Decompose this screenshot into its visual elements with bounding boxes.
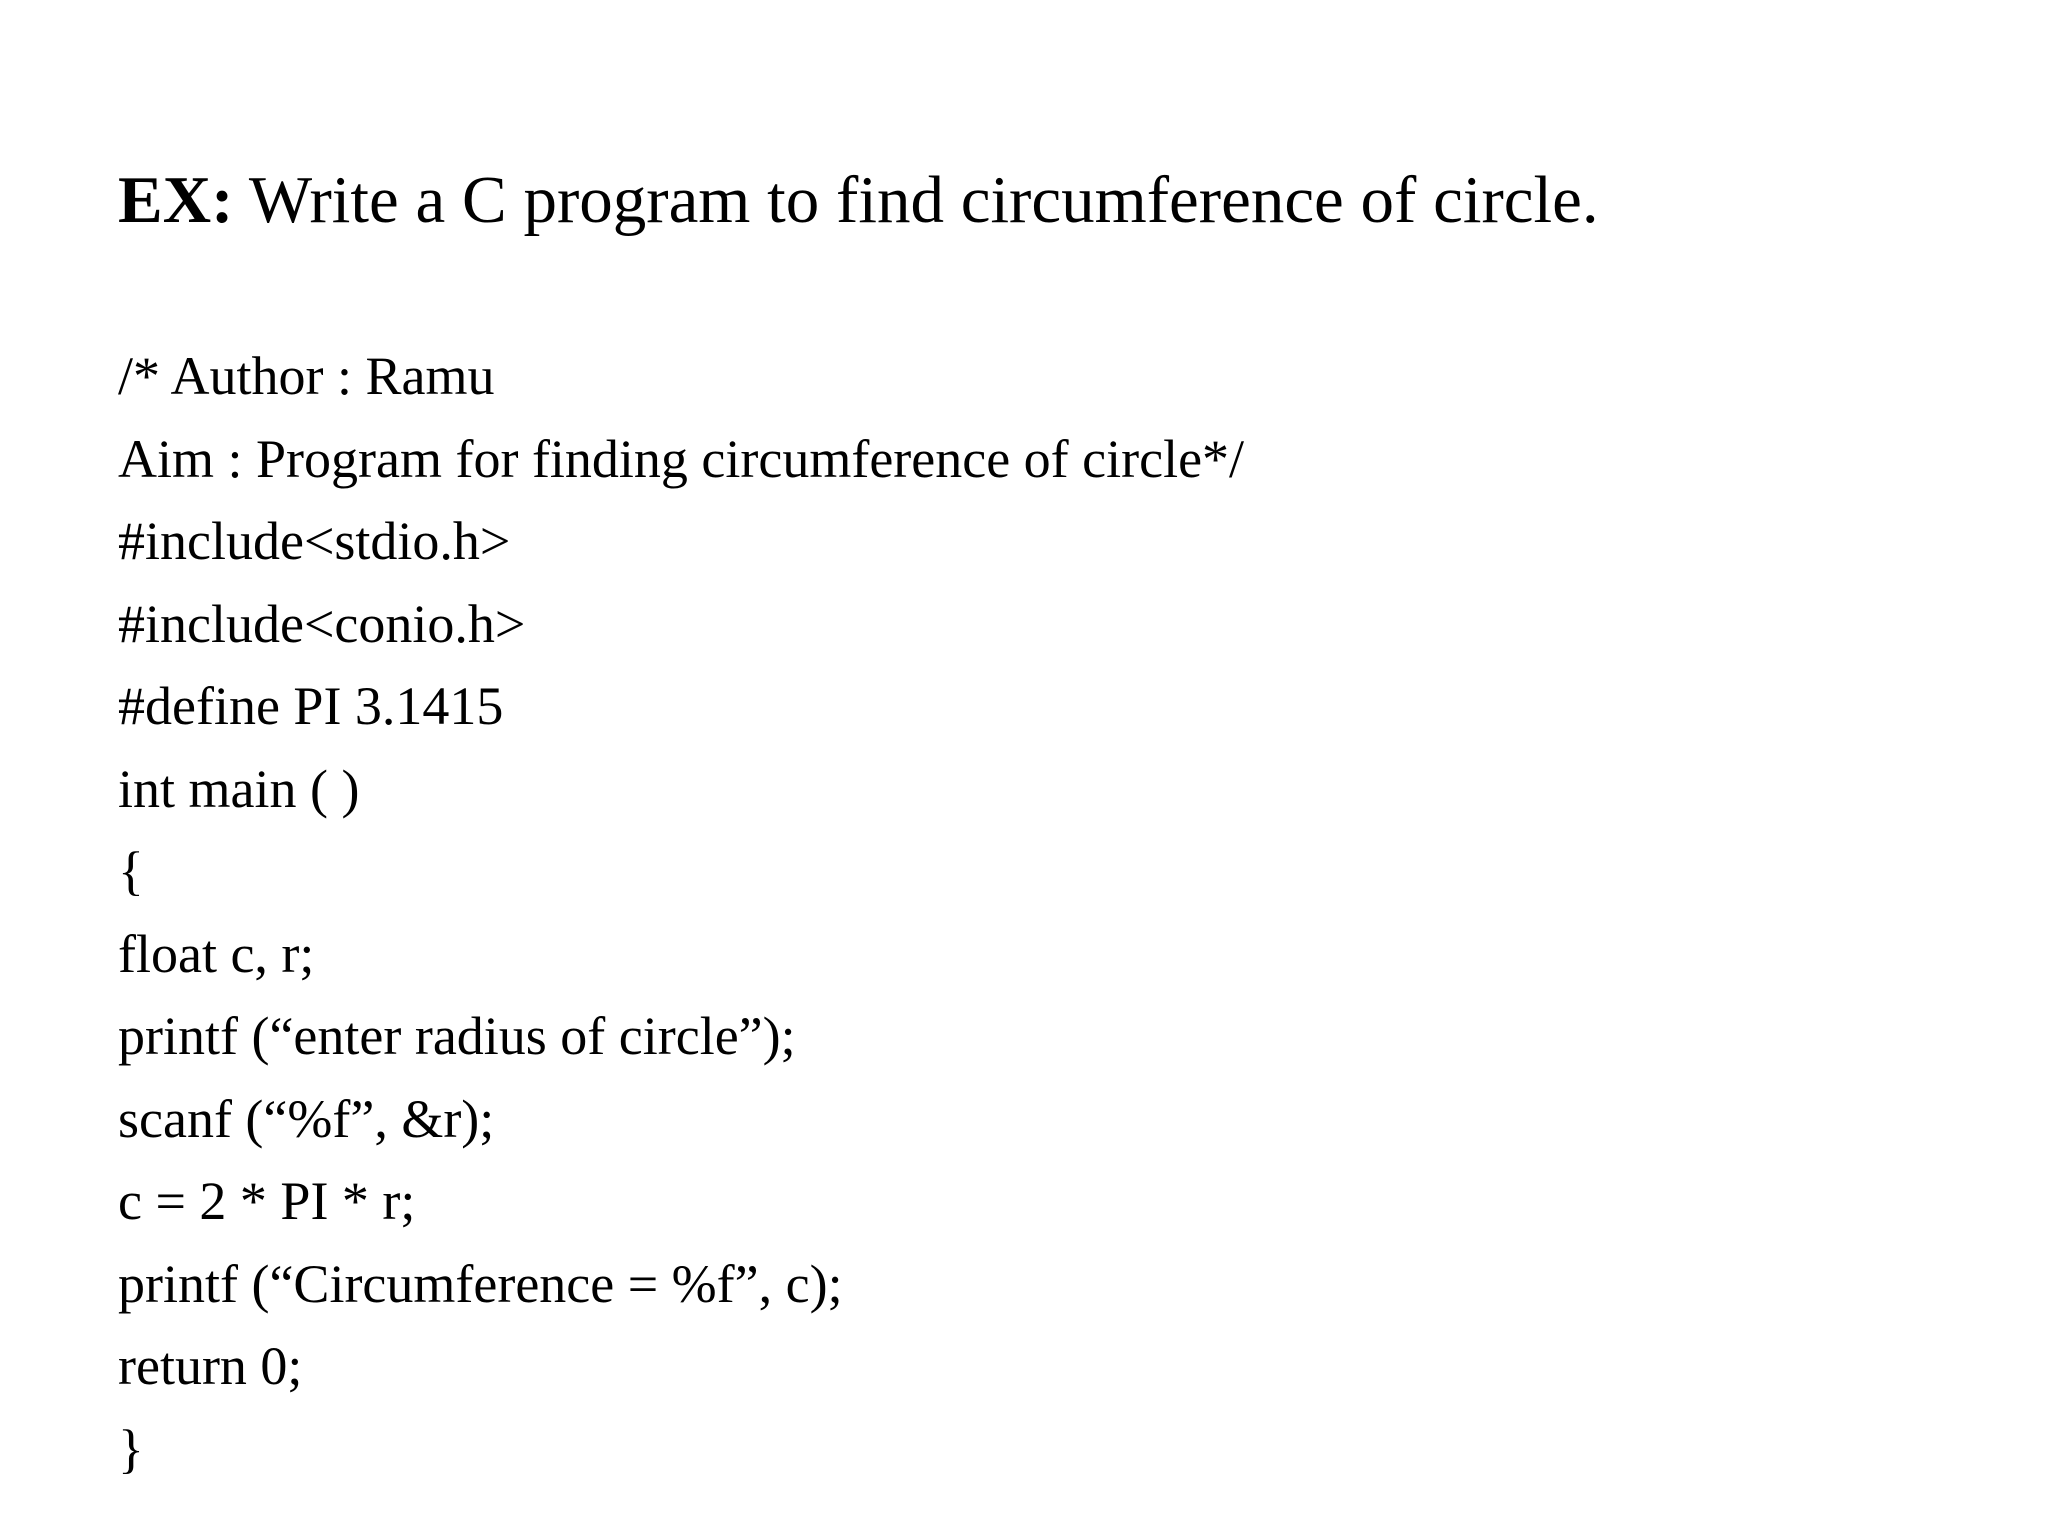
code-line: #define PI 3.1415 (118, 676, 504, 736)
code-line: return 0; (118, 1336, 303, 1396)
exercise-text: Write a C program to find circumference of circle. (233, 163, 1599, 237)
code-line: } (118, 1418, 144, 1479)
code-line: /* Author : Ramu (118, 346, 495, 406)
code-line: Aim : Program for finding circumference of circle*/ (118, 428, 1245, 489)
code-listing (118, 335, 1244, 1490)
code-line: int main ( ) (118, 758, 360, 819)
code-line: #include<conio.h> (118, 593, 526, 654)
code-line: c = 2 * PI * r; (118, 1171, 416, 1231)
exercise-label: EX: (118, 163, 234, 237)
exercise-heading (118, 155, 1599, 245)
code-line: printf (“enter radius of circle”); (118, 1006, 796, 1066)
code-line: float c, r; (118, 923, 315, 984)
code-line: #include<stdio.h> (118, 511, 511, 571)
code-line: scanf (“%f”, &r); (118, 1088, 495, 1149)
code-line: printf (“Circumference = %f”, c); (118, 1253, 843, 1314)
code-line: { (118, 841, 144, 901)
